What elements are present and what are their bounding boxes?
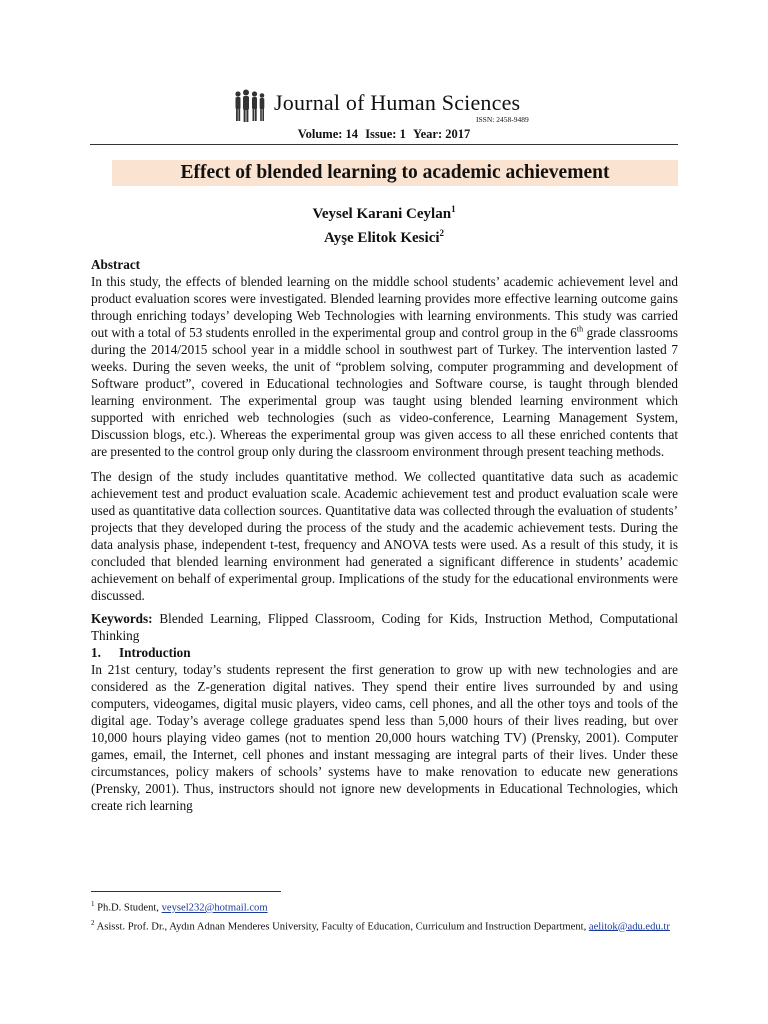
issn: ISSN: 2458-9489 (476, 115, 529, 124)
email-link[interactable]: aelitok@adu.edu.tr (588, 921, 670, 933)
volume-issue-year (0, 127, 768, 142)
email-link[interactable]: veysel232@hotmail.com (161, 902, 268, 914)
abstract-paragraph-2: The design of the study includes quantitative method. We collected quantitative data such as academic achievement test and product evaluation scale. Academic achievement test and product evaluation scale were used as quantitative data collection sources. Quantitative data was collected through the evaluation of students’ projects that they developed during the process of the study and the academic achievement tests. During the data analysis phase, independent t-test, frequency and ANOVA tests were used. As a result of this study, it is concluded that blended learning environment had generated a significant difference in students’ academic achievement on behalf of experimental group. Implications of the study for the educational environments were discussed. (91, 469, 678, 603)
abstract-heading: Abstract (91, 257, 141, 272)
abstract-text-a: In this study, the effects of blended learning on the middle school students’ academic achievement level and product evaluation scores were investigated. Blended learning provides more effective learning outcome gains through enriching todays’ developing Web Technologies with learning environments. This study was carried out with a total of 53 students enrolled in the experimental group and control group in the 6 (91, 274, 678, 340)
keywords (91, 610, 678, 644)
section-number: 1. (91, 645, 101, 660)
author-1 (0, 200, 768, 224)
journal-masthead (232, 84, 552, 128)
ordinal-suffix: th (576, 324, 584, 334)
author-footnote-mark: 2 (439, 228, 445, 238)
keywords-label: Keywords: (91, 611, 153, 626)
author-2 (0, 224, 768, 248)
author-footnote-mark: 1 (451, 204, 456, 214)
year: Year: 2017 (412, 127, 471, 141)
introduction-heading (91, 644, 678, 661)
author-name: Veysel Karani Ceylan (312, 206, 452, 222)
author-name: Ayşe Elitok Kesici (323, 230, 440, 246)
issue: Issue: 1 (365, 127, 406, 141)
section-title: Introduction (119, 645, 191, 660)
footnote-text: Ph.D. Student, (94, 902, 162, 914)
header-rule (90, 144, 678, 145)
paper-title: Effect of blended learning to academic achievement (180, 162, 610, 183)
footnote-mark: 1 (91, 900, 95, 908)
volume: Volume: 14 (297, 127, 359, 141)
standing-people-silhouettes-icon (232, 88, 268, 122)
footnote-rule (91, 891, 281, 892)
footnote-mark: 2 (91, 918, 95, 927)
main-content (91, 256, 678, 814)
abstract-paragraph-1 (91, 273, 678, 460)
authors (0, 200, 768, 248)
footnote-2 (91, 916, 678, 935)
footnote-text: Asisst. Prof. Dr., Aydın Adnan Menderes University, Faculty of Education, Curriculum and Instruction Department, (94, 921, 589, 933)
abstract-text-b: grade classrooms during the 2014/2015 school year in a middle school in southwest part of Turkey. The intervention lasted 7 weeks. During the seven weeks, the unit of “problem solving, computer programming and development of Software product”, covered in Educational technologies and Software course, is taught through blended learning environment. The experimental group was taught using blended learning environment which supported with enriched web technologies (such as video-conference, Learning Management System, Discussion blogs, etc.). Whereas the experimental group was given access to all these enriched contents that are presented to the control group only during the classroom environment through present teaching methods. (91, 325, 678, 459)
journal-name: Journal of Human Sciences (274, 90, 521, 115)
footnotes (91, 897, 678, 934)
introduction-paragraph: In 21st century, today’s students represent the first generation to grow up with new technologies and are considered as the Z-generation digital natives. They spend their entire lives surrounded by and using computers, videogames, digital music players, video cams, cell phones, and all the other toys and tools of the digital age. Today’s average college graduates spend less than 5,000 hours of their lives reading, but over 10,000 hours playing video games (not to mention 20,000 hours watching TV) (Prensky, 2001). Computer games, email, the Internet, cell phones and instant messaging are integral parts of their lives. Under these circumstances, policy makers of schools’ systems have to make renovation to educate new generations (Prensky, 2001). Thus, instructors should not ignore new developments in Educational Technologies, which create rich learning (91, 662, 678, 813)
keywords-list: Blended Learning, Flipped Classroom, Coding for Kids, Instruction Method, Computational Thinking (91, 611, 678, 643)
footnote-1 (91, 897, 678, 916)
